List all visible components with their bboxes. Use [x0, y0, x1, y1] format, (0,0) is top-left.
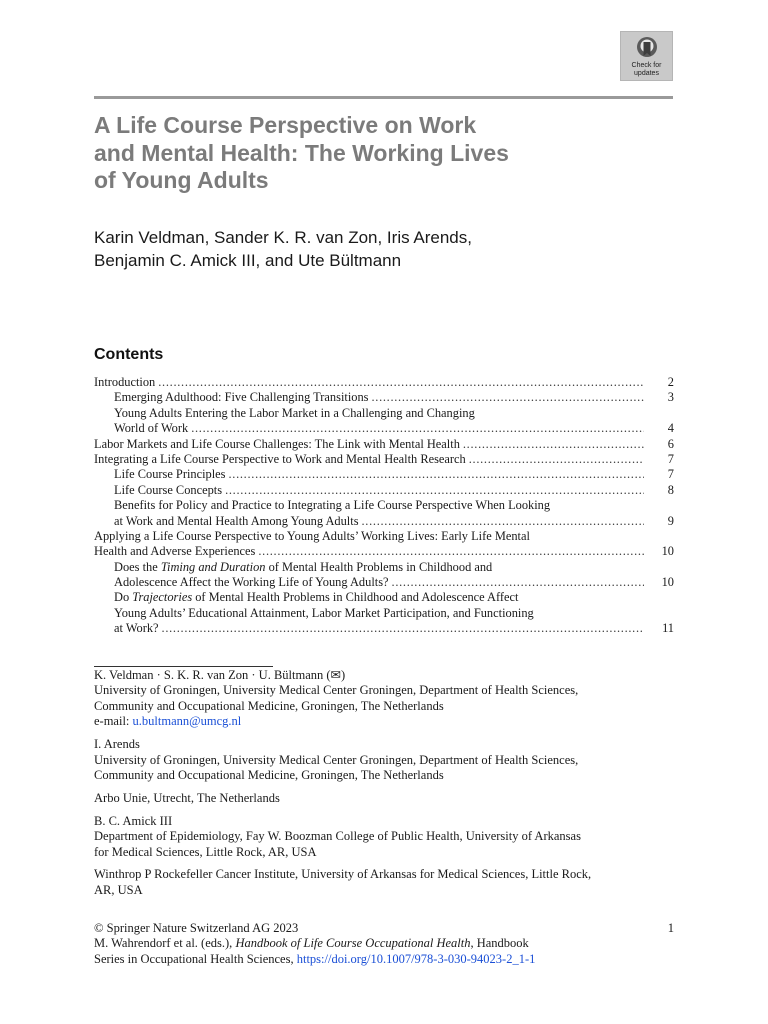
affiliations: [94, 668, 674, 906]
toc-entry-timing-duration: Does the Timing and Duration of Mental Health Problems in Childhood and: [114, 559, 493, 574]
author-list: Karin Veldman, Sander K. R. van Zon, Iris Arends, Benjamin C. Amick III, and Ute Bültmann: [94, 228, 472, 270]
toc-entry-trajectories-cont: Young Adults’ Educational Attainment, Labor Market Participation, and Functioning: [114, 605, 534, 620]
table-of-contents: [94, 375, 674, 637]
toc-entry-applying-life-course: Applying a Life Course Perspective to Young Adults’ Working Lives: Early Life Mental: [94, 528, 530, 543]
page-footer: [94, 921, 674, 967]
toc-entry-benefits-policy: Benefits for Policy and Practice to Integrating a Life Course Perspective When Looking: [114, 498, 551, 513]
chapter-title: A Life Course Perspective on Work and Mental Health: The Working Lives of Young Adults: [94, 112, 509, 193]
series-doi: Series in Occupational Health Sciences, https://doi.org/10.1007/978-3-030-94023-2_1-1: [94, 951, 536, 966]
affiliation-winthrop: Winthrop P Rockefeller Cancer Institute, University of Arkansas for Medical Sciences, Little Rock, AR, USA: [94, 867, 592, 897]
badge-label: Check for updates: [631, 62, 662, 77]
affiliation-amick: B. C. Amick III Department of Epidemiology, Fay W. Boozman College of Public Health, University of Arkansas for Medical Sciences, Little Rock, AR, USA: [94, 813, 581, 859]
affiliation-arbo-unie: Arbo Unie, Utrecht, The Netherlands: [94, 790, 280, 805]
page-number: 1: [667, 921, 674, 935]
toc-entry-trajectories: Do Trajectories of Mental Health Problems in Childhood and Adolescence Affect: [114, 590, 519, 605]
header-rule: [94, 96, 673, 99]
toc-entry-emerging-adulthood[interactable]: Emerging Adulthood: Five Challenging Transitions . . . 3: [94, 390, 674, 405]
doi-link[interactable]: https://doi.org/10.1007/978-3-030-94023-2_1-1: [296, 951, 536, 966]
toc-entry-life-course-concepts[interactable]: Life Course Concepts . . . 8: [94, 483, 674, 498]
toc-entry-applying-life-course-cont[interactable]: Health and Adverse Experiences . . . 10: [94, 544, 674, 559]
check-for-updates-badge[interactable]: [620, 31, 673, 81]
toc-entry-labor-markets[interactable]: Labor Markets and Life Course Challenges: The Link with Mental Health . . . 6: [94, 437, 674, 452]
contents-heading: Contents: [94, 346, 164, 363]
toc-entry-life-course-principles[interactable]: Life Course Principles . . . 7: [94, 467, 674, 482]
toc-entry-young-adults-labor-market: Young Adults Entering the Labor Market in a Challenging and Changing: [114, 405, 475, 420]
toc-entry-introduction[interactable]: Introduction . . . 2: [94, 375, 674, 390]
footnote-rule: [94, 666, 273, 667]
affiliation-arends: I. Arends University of Groningen, University Medical Center Groningen, Department of Health Sciences, Community and Occupational Medicine, Groningen, The Netherlands: [94, 737, 579, 782]
email-link[interactable]: u.bultmann@umcg.nl: [132, 714, 242, 729]
citation: M. Wahrendorf et al. (eds.), Handbook of Life Course Occupational Health, Handbook: [94, 936, 529, 951]
toc-entry-trajectories-cont2[interactable]: at Work? . . . 11: [94, 621, 674, 636]
bookmark-ribbon-icon: [635, 36, 659, 60]
affiliation-veldman-vanzon-bultmann: K. Veldman · S. K. R. van Zon · U. Bültmann (✉) University of Groningen, University Medical Center Groningen, Department of Health Sciences, Community and Occupational Medicine, Groningen, The Netherlands e-mail: u.bultmann@umcg.nl: [94, 668, 579, 729]
toc-entry-benefits-policy-cont[interactable]: at Work and Mental Health Among Young Adults . . . 9: [94, 514, 674, 529]
toc-entry-timing-duration-cont[interactable]: Adolescence Affect the Working Life of Young Adults? . . . 10: [94, 575, 674, 590]
toc-entry-integrating-life-course[interactable]: Integrating a Life Course Perspective to Work and Mental Health Research . . . 7: [94, 452, 674, 467]
copyright: © Springer Nature Switzerland AG 2023: [94, 921, 299, 935]
toc-entry-young-adults-labor-market-cont[interactable]: World of Work . . . 4: [94, 421, 674, 436]
